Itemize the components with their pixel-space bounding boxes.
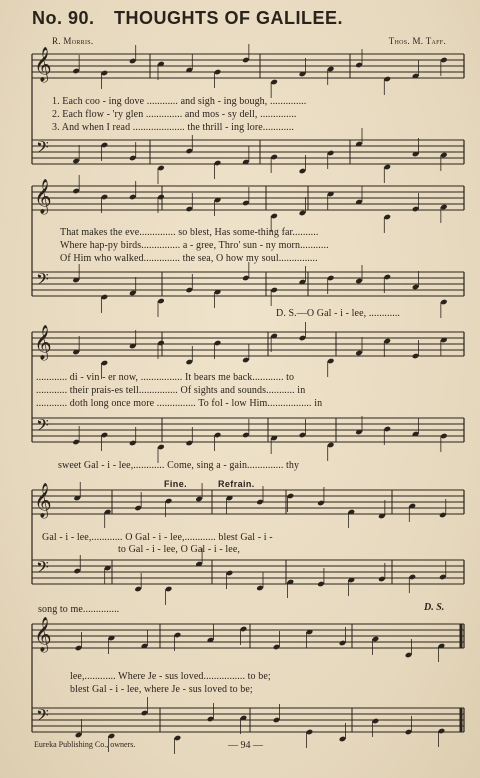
- lyric-line: blest Gal - i - lee, where Je - sus loved to be;: [70, 684, 253, 695]
- lyric-line: 2. Each flow - 'ry glen .............. and mos - sy dell, ..............: [52, 109, 297, 120]
- bass-clef: 𝄢: [36, 415, 49, 439]
- lyric-line: Of Him who walked.............. the sea, O how my soul...............: [60, 253, 318, 264]
- lyric-line: Where hap-py birds............... a - gree, Thro' sun - ny morn...........: [60, 240, 329, 251]
- da-segno-text: D. S.—O Gal - i - lee, ............: [276, 308, 401, 319]
- bass-clef: 𝄢: [36, 705, 49, 729]
- hymn-heading: [32, 8, 343, 29]
- hymn-title: THOUGHTS OF GALILEE.: [114, 8, 344, 28]
- treble-clef: 𝄞: [34, 617, 52, 652]
- hymn-number: No. 90.: [32, 8, 95, 28]
- lyric-line: Gal - i - lee,............ O Gal - i - lee,............ blest Gal - i -: [42, 532, 273, 543]
- lyric-line: 3. And when I read .................... the thrill - ing lore............: [52, 122, 294, 133]
- music-credit: Thos. M. Taff.: [388, 36, 446, 46]
- treble-clef: 𝄞: [34, 47, 52, 82]
- lyric-line: to Gal - i - lee, O Gal - i - lee,: [118, 544, 240, 555]
- lyric-line: sweet Gal - i - lee,............ Come, sing a - gain.............. thy: [58, 460, 300, 471]
- lyric-line: That makes the eve.............. so blest, Has some-thing far..........: [60, 227, 319, 238]
- page-number: — 94 —: [228, 740, 263, 751]
- lyric-line: 1. Each coo - ing dove ............ and sigh - ing bough, ..............: [52, 96, 307, 107]
- lyric-line: ............ di - vin - er now, ................ It bears me back............ to: [36, 372, 295, 383]
- refrain-marker: Refrain.: [218, 479, 255, 489]
- lyric-line: lee,............ Where Je - sus loved................ to be;: [70, 671, 271, 682]
- bass-clef: 𝄢: [36, 269, 49, 293]
- bass-clef: 𝄢: [36, 557, 49, 581]
- treble-clef: 𝄞: [34, 483, 52, 518]
- words-credit: R. Morris.: [52, 36, 94, 46]
- treble-clef: 𝄞: [34, 325, 52, 360]
- treble-clef: 𝄞: [34, 179, 52, 214]
- bass-clef: 𝄢: [36, 137, 49, 161]
- da-segno-marker: D. S.: [424, 602, 445, 613]
- lyric-line: ............ their prais-es tell............... Of sights and sounds........... in: [36, 385, 306, 396]
- publisher-credit: Eureka Publishing Co., owners.: [34, 740, 136, 749]
- lyric-line: ............ doth long once more ............... To fol - low Him................. in: [36, 398, 323, 409]
- fine-marker: Fine.: [164, 479, 188, 489]
- lyric-line: song to me..............: [38, 604, 120, 615]
